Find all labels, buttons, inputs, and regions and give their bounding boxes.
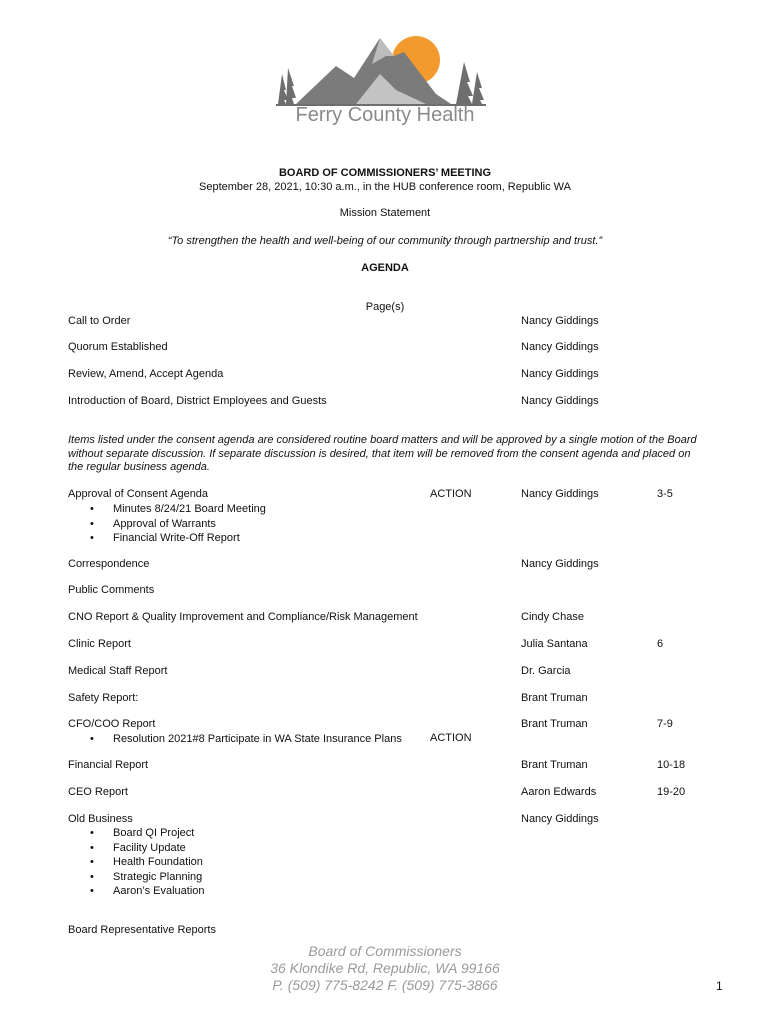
pages-clinic-report: 6 xyxy=(657,638,664,650)
footer-address: 36 Klondike Rd, Republic, WA 99166 xyxy=(270,960,500,976)
list-item: • Aaron’s Evaluation xyxy=(90,885,205,897)
list-item: • Resolution 2021#8 Participate in WA State Insurance Plans xyxy=(90,733,402,745)
list-item: • Health Foundation xyxy=(90,856,203,868)
presenter-cno-report: Cindy Chase xyxy=(521,611,584,623)
mission-text: “To strengthen the health and well-being of our community through partnership and trust.” xyxy=(167,235,603,247)
item-medical-staff: Medical Staff Report xyxy=(68,665,168,677)
item-cno-report: CNO Report & Quality Improvement and Compliance/Risk Management xyxy=(68,611,418,623)
presenter-ceo-report: Aaron Edwards xyxy=(521,786,597,798)
footer-phone-fax: P. (509) 775-8242 F. (509) 775-3866 xyxy=(272,977,498,993)
list-item: • Approval of Warrants xyxy=(90,517,216,530)
footer-line-1: Board of Commissioners xyxy=(308,943,462,959)
presenter-medical-staff: Dr. Garcia xyxy=(521,665,571,677)
cfo-subitems xyxy=(90,732,402,747)
pages-cfo-report: 7-9 xyxy=(657,718,673,730)
item-review-agenda: Review, Amend, Accept Agenda xyxy=(68,368,224,380)
bullet-icon: • xyxy=(90,870,94,883)
list-item: • Board QI Project xyxy=(90,827,195,839)
presenter-review-agenda: Nancy Giddings xyxy=(521,368,599,380)
item-clinic-report: Clinic Report xyxy=(68,638,131,650)
bullet-icon: • xyxy=(90,841,94,854)
item-safety-report: Safety Report: xyxy=(68,692,139,704)
list-item: • Facility Update xyxy=(90,841,186,854)
presenter-call-to-order: Nancy Giddings xyxy=(521,315,599,327)
consent-agenda-note: Items listed under the consent agenda are considered routine board matters and will be approved by a single motion of the Board without separate discussion. If separate discussion is desired, that item will be removed from the consent agenda and placed on the regular business agenda. xyxy=(68,434,697,473)
presenter-cfo-report: Brant Truman xyxy=(521,718,588,730)
list-item: • Minutes 8/24/21 Board Meeting xyxy=(90,503,266,515)
item-ceo-report: CEO Report xyxy=(68,786,128,798)
presenter-quorum: Nancy Giddings xyxy=(521,341,599,353)
action-cfo-resolution: ACTION xyxy=(430,732,472,744)
item-public-comments: Public Comments xyxy=(68,584,155,596)
ferry-county-health-logo xyxy=(276,34,486,106)
item-cfo-report: CFO/COO Report xyxy=(68,718,156,730)
org-name: Ferry County Health xyxy=(295,104,475,126)
agenda-label: AGENDA xyxy=(361,262,409,274)
item-call-to-order: Call to Order xyxy=(68,315,131,327)
meeting-details: September 28, 2021, 10:30 a.m., in the HUB conference room, Republic WA xyxy=(199,181,571,193)
list-item: • Strategic Planning xyxy=(90,870,203,883)
mountain-sun-logo-icon xyxy=(276,34,486,106)
bullet-icon: • xyxy=(90,517,94,530)
old-business-subitems xyxy=(90,826,205,899)
consent-subitems xyxy=(90,502,266,546)
presenter-correspondence: Nancy Giddings xyxy=(521,558,599,570)
item-financial-report: Financial Report xyxy=(68,759,149,771)
presenter-old-business: Nancy Giddings xyxy=(521,813,599,825)
meeting-title: BOARD OF COMMISSIONERS’ MEETING xyxy=(278,167,492,179)
item-board-rep-reports: Board Representative Reports xyxy=(68,924,216,936)
pages-financial-report: 10-18 xyxy=(657,759,686,771)
item-introduction: Introduction of Board, District Employees and Guests xyxy=(68,395,327,407)
presenter-introduction: Nancy Giddings xyxy=(521,395,599,407)
bullet-icon: • xyxy=(90,856,94,868)
presenter-safety-report: Brant Truman xyxy=(521,692,588,704)
item-correspondence: Correspondence xyxy=(68,558,150,570)
presenter-consent-agenda: Nancy Giddings xyxy=(521,488,599,500)
presenter-clinic-report: Julia Santana xyxy=(521,638,588,650)
bullet-icon: • xyxy=(90,733,94,745)
presenter-financial-report: Brant Truman xyxy=(521,759,588,771)
bullet-icon: • xyxy=(90,532,94,544)
pages-ceo-report: 19-20 xyxy=(657,786,686,798)
pages-column-header: Page(s) xyxy=(365,301,405,313)
bullet-icon: • xyxy=(90,885,94,897)
bullet-icon: • xyxy=(90,827,94,839)
item-quorum: Quorum Established xyxy=(68,341,168,353)
list-item: • Financial Write-Off Report xyxy=(90,532,240,544)
action-consent-agenda: ACTION xyxy=(430,488,472,500)
item-consent-agenda: Approval of Consent Agenda xyxy=(68,488,209,500)
mission-label: Mission Statement xyxy=(339,207,431,219)
page-number: 1 xyxy=(716,979,723,993)
pages-consent-agenda: 3-5 xyxy=(657,488,673,500)
item-old-business: Old Business xyxy=(68,813,133,825)
bullet-icon: • xyxy=(90,503,94,515)
